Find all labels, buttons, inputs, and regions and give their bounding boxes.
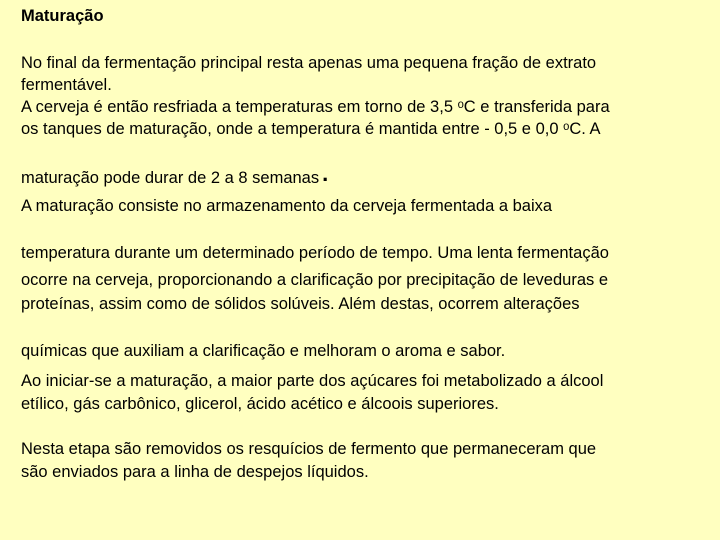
text-line: Ao iniciar-se a maturação, a maior parte dos açúcares foi metabolizado a álcool — [21, 372, 604, 390]
text-line-part: maturação pode durar de 2 a 8 semanas — [21, 169, 320, 187]
text-line: etílico, gás carbônico, glicerol, ácido acético e álcoois superiores. — [21, 395, 499, 413]
text-line: fermentável. — [21, 76, 112, 94]
text-line: temperatura durante um determinado período de tempo. Uma lenta fermentação — [21, 244, 609, 262]
text-line: A maturação consiste no armazenamento da cerveja fermentada a baixa — [21, 197, 553, 215]
slide-title: Maturação — [21, 7, 104, 25]
text-line: químicas que auxiliam a clarificação e melhoram o aroma e sabor. — [21, 342, 506, 360]
text-line: proteínas, assim como de sólidos solúveis. Além destas, ocorrem alterações — [21, 295, 580, 313]
text-period: . — [322, 161, 329, 186]
text-line: A cerveja é então resfriada a temperaturas em torno de 3,5 ᵒC e transferida para — [21, 98, 610, 116]
text-line: No final da fermentação principal resta apenas uma pequena fração de extrato — [21, 54, 597, 72]
text-line: são enviados para a linha de despejos líquidos. — [21, 463, 369, 481]
text-line: Nesta etapa são removidos os resquícios de fermento que permaneceram que — [21, 440, 597, 458]
text-line: os tanques de maturação, onde a temperatura é mantida entre - 0,5 e 0,0 ᵒC. A — [21, 120, 601, 138]
text-line — [21, 161, 329, 188]
text-line: ocorre na cerveja, proporcionando a clarificação por precipitação de leveduras e — [21, 271, 609, 289]
